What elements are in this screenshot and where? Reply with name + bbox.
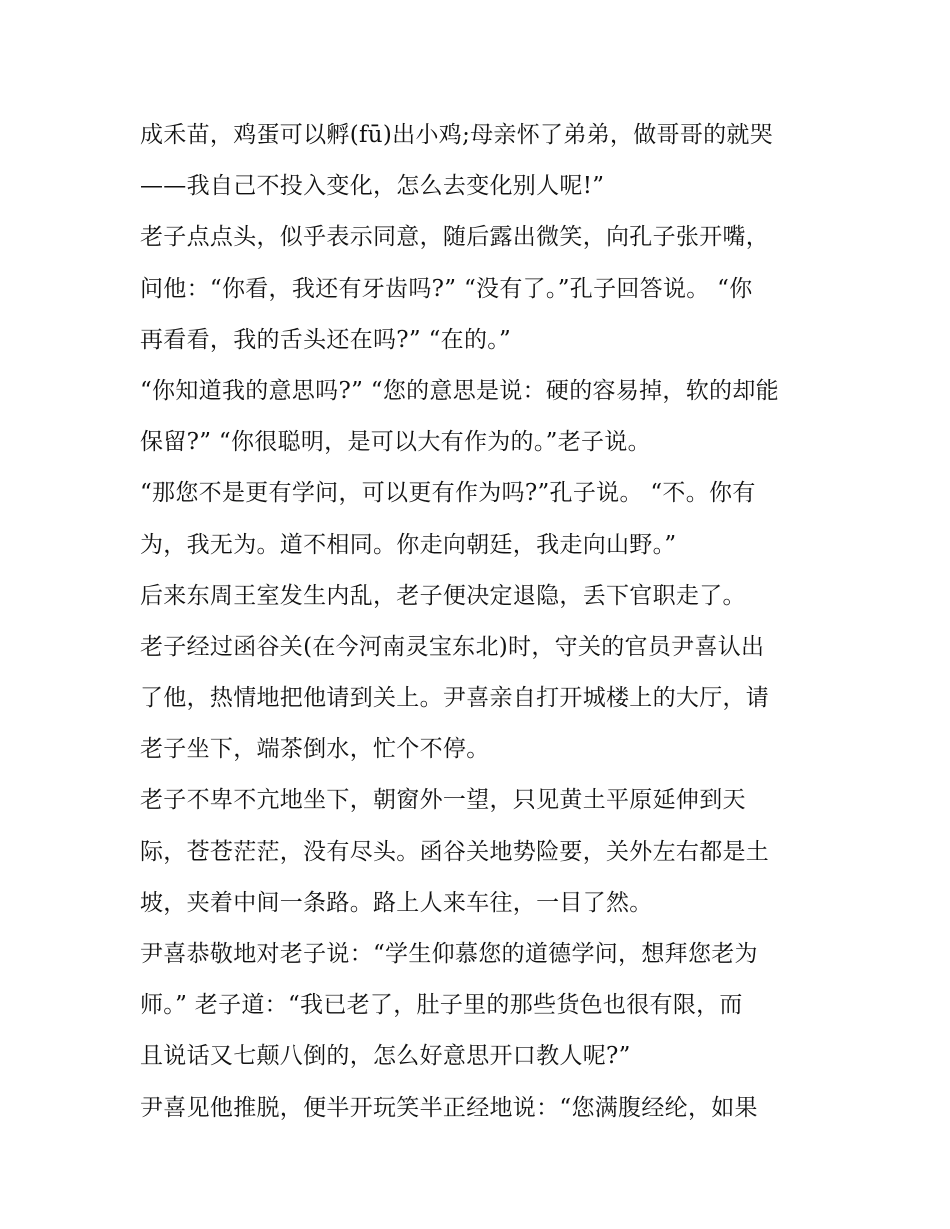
text-line: 后来东周王室发生内乱，老子便决定退隐，丢下官职走了。 (140, 582, 746, 609)
text-line: 老子坐下，端茶倒水，忙个不停。 (140, 736, 490, 763)
text-line: 为，我无为。道不相同。你走向朝廷，我走向山野。” (140, 531, 677, 558)
text-line: “你知道我的意思吗?” “您的意思是说：硬的容易掉，软的却能 (140, 377, 779, 404)
text-line: “那您不是更有学问，可以更有作为吗?”孔子说。 “不。你有 (140, 480, 756, 507)
text-line: 际，苍苍茫茫，没有尽头。函谷关地势险要，关外左右都是土 (140, 838, 770, 865)
text-line: 老子点点头，似乎表示同意，随后露出微笑，向孔子张开嘴， (140, 224, 770, 251)
text-line: 了他，热情地把他请到关上。尹喜亲自打开城楼上的大厅，请 (140, 685, 770, 712)
text-line: 且说话又七颠八倒的，怎么好意思开口教人呢?” (140, 1043, 631, 1070)
text-line: 再看看，我的舌头还在吗?” “在的。” (140, 326, 512, 353)
text-line: 问他：“你看，我还有牙齿吗?” “没有了。”孔子回答说。 “你 (140, 275, 753, 302)
text-line: 保留?” “你很聪明，是可以大有作为的。”老子说。 (140, 429, 651, 456)
body-text (140, 110, 820, 1134)
text-line: 坡，夹着中间一条路。路上人来车往，一目了然。 (140, 889, 653, 916)
text-line: 成禾苗，鸡蛋可以孵(fū)出小鸡;母亲怀了弟弟，做哥哥的就哭 (140, 122, 774, 148)
text-line: 师。” 老子道：“我已老了，肚子里的那些货色也很有限，而 (140, 992, 743, 1019)
text-line: 老子不卑不亢地坐下，朝窗外一望，只见黄土平原延伸到天 (140, 787, 746, 814)
text-line: ——我自己不投入变化，怎么去变化别人呢!” (140, 173, 605, 200)
text-line: 尹喜见他推脱，便半开玩笑半正经地说：“您满腹经纶，如果 (140, 1094, 758, 1121)
text-line: 尹喜恭敬地对老子说：“学生仰慕您的道德学问，想拜您老为 (140, 941, 758, 967)
text-line: 老子经过函谷关(在今河南灵宝东北)时，守关的官员尹喜认出 (140, 633, 765, 660)
